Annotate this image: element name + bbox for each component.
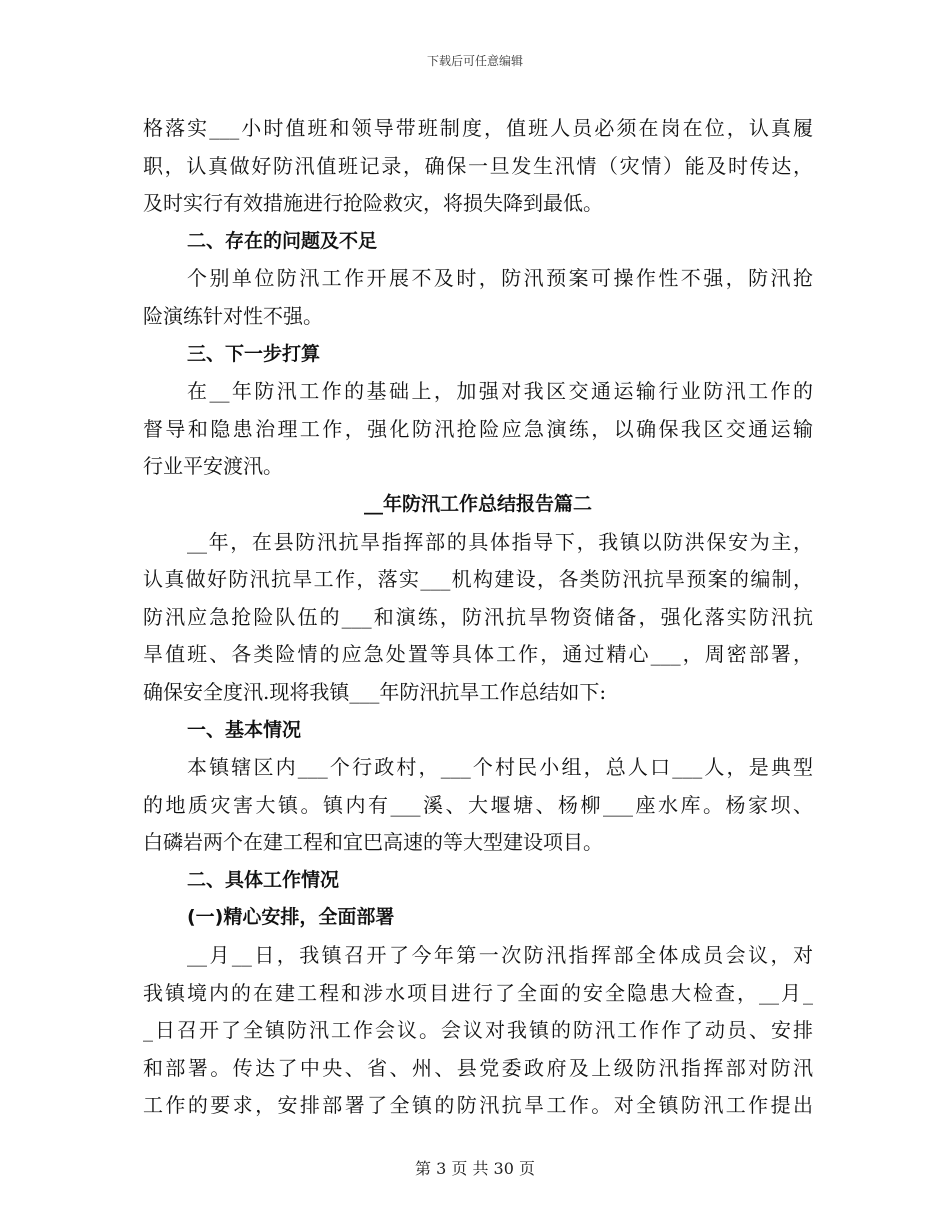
body-line: 和部署。传达了中央、省、州、县党委政府及上级防汛指挥部对防汛 (143, 1055, 813, 1080)
body-line: 险演练针对性不强。 (143, 303, 323, 328)
section-heading-next-steps: 三、下一步打算 (187, 342, 321, 365)
body-line: 职，认真做好防汛值班记录，确保一旦发生汛情（灾情）能及时传达， (143, 153, 813, 178)
page-number-footer: 第 3 页 共 30 页 (415, 1159, 535, 1178)
body-line: 及时实行有效措施进行抢险救灾，将损失降到最低。 (143, 191, 603, 216)
section-heading-work-details: 二、具体工作情况 (187, 868, 340, 891)
page-header-note: 下载后可任意编辑 (426, 54, 523, 68)
body-line: 的地质灾害大镇。镇内有___溪、大堰塘、杨柳___座水库。杨家坝、 (143, 792, 813, 817)
body-line: 旱值班、各类险情的应急处置等具体工作，通过精心___，周密部署， (143, 642, 813, 667)
body-line: 在__年防汛工作的基础上，加强对我区交通运输行业防汛工作的 (187, 379, 813, 404)
subsection-heading-careful-arrangement: (一)精心安排，全面部署 (187, 906, 395, 929)
body-line: __月__日，我镇召开了今年第一次防汛指挥部全体成员会议，对 (187, 943, 813, 968)
body-line: 格落实___小时值班和领导带班制度，值班人员必须在岗在位，认真履 (143, 116, 813, 140)
body-line: 我镇境内的在建工程和涉水项目进行了全面的安全隐患大检查，__月_ (143, 980, 813, 1005)
body-line: 个别单位防汛工作开展不及时，防汛预案可操作性不强，防汛抢 (187, 266, 813, 291)
body-line: __年，在县防汛抗旱指挥部的具体指导下，我镇以防洪保安为主， (187, 529, 813, 554)
body-line: 白磷岩两个在建工程和宜巴高速的等大型建设项目。 (143, 830, 603, 855)
section-heading-basic-situation: 一、基本情况 (187, 718, 302, 741)
body-line: 确保安全度汛.现将我镇___年防汛抗旱工作总结如下: (143, 679, 607, 704)
body-line: _日召开了全镇防汛工作会议。会议对我镇的防汛工作作了动员、安排 (143, 1018, 813, 1043)
body-line: 工作的要求，安排部署了全镇的防汛抗旱工作。对全镇防汛工作提出 (143, 1093, 813, 1118)
body-line: 本镇辖区内___个行政村，___个村民小组，总人口___人，是典型 (187, 755, 813, 780)
section-heading-problems: 二、存在的问题及不足 (187, 229, 378, 252)
body-line: 防汛应急抢险队伍的___和演练，防汛抗旱物资储备，强化落实防汛抗 (143, 604, 813, 629)
body-line: 督导和隐患治理工作，强化防汛抢险应急演练，以确保我区交通运输 (143, 416, 813, 441)
body-line: 认真做好防汛抗旱工作，落实___机构建设，各类防汛抗旱预案的编制， (143, 567, 813, 592)
document-body (143, 110, 813, 1125)
report-part-two-title: __年防汛工作总结报告篇二 (363, 492, 592, 515)
body-line: 行业平安渡汛。 (143, 454, 283, 479)
